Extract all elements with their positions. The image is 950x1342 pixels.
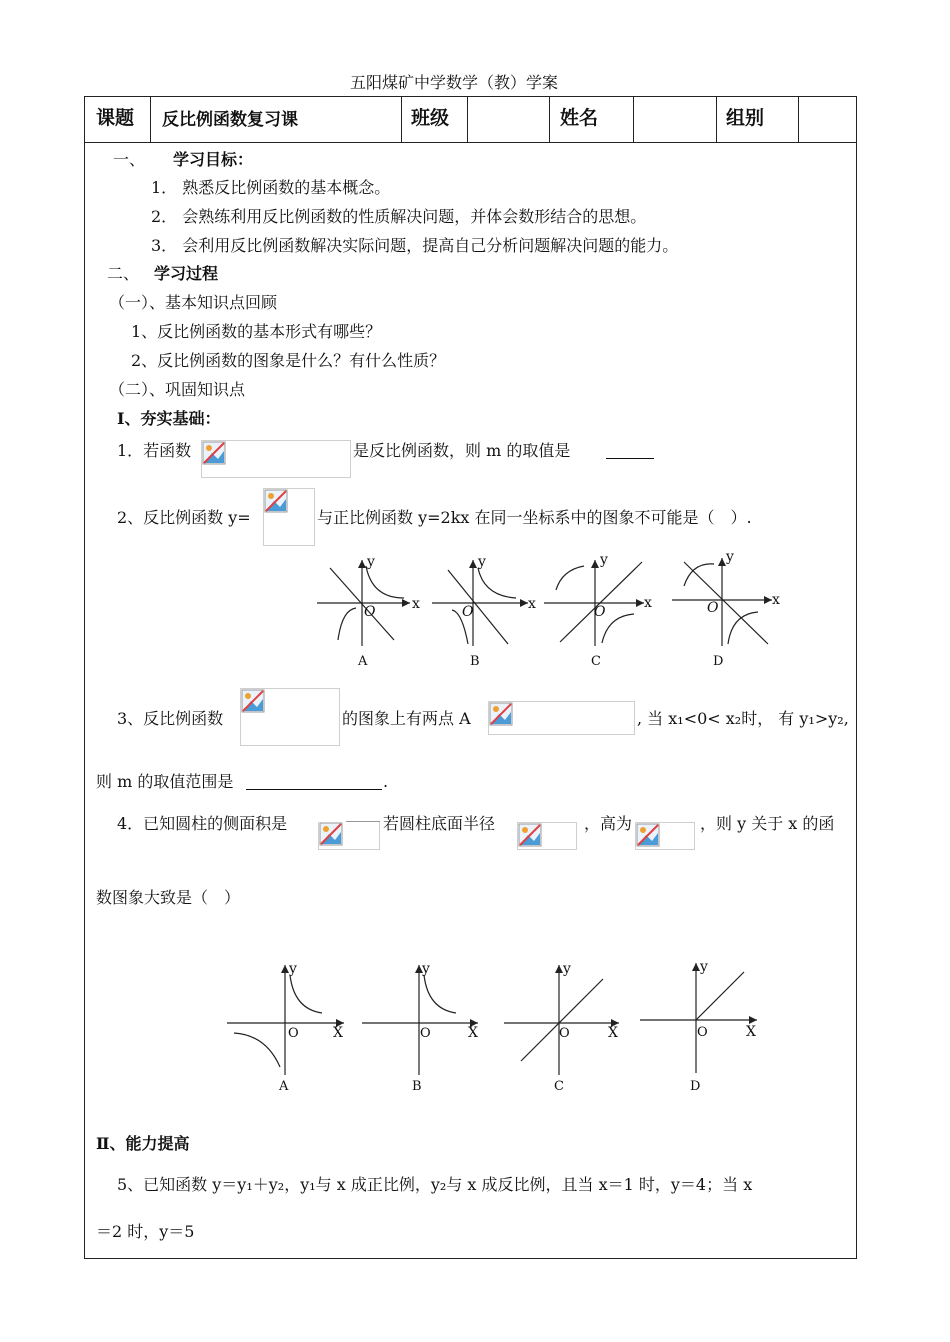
axis-x-label: x — [412, 596, 420, 612]
axis-x-label: x — [644, 595, 652, 611]
problem-3-period: . — [383, 772, 389, 791]
option-label: B — [470, 654, 480, 669]
option-label: D — [690, 1079, 701, 1094]
axis-y-label: y — [726, 549, 734, 565]
origin-label: O — [559, 1026, 570, 1041]
problem-3-start: 3、反比例函数 — [117, 709, 224, 728]
axis-x-label: X — [746, 1024, 756, 1040]
axis-x-label: x — [772, 592, 780, 608]
problem-4-question: 数图象大致是（ ） — [96, 888, 241, 907]
problem-4-radius: 若圆柱底面半径 — [383, 814, 496, 833]
problem-3-range: 则 m 的取值范围是 — [96, 772, 234, 791]
name-label: 姓名 — [560, 107, 599, 129]
problem-5-line-2: ＝2 时，y＝5 — [96, 1222, 195, 1241]
header-divider — [716, 96, 717, 143]
option-label: A — [279, 1079, 289, 1094]
objective-item: 1． 熟悉反比例函数的基本概念。 — [151, 178, 391, 197]
header-divider — [549, 96, 550, 143]
problem-1-start: 1．若函数 — [117, 441, 192, 460]
formula-image — [263, 488, 315, 546]
problem-4-start: 4．已知圆柱的侧面积是 — [117, 814, 288, 833]
broken-image-icon — [264, 489, 288, 513]
formula-image — [517, 822, 577, 850]
axis-y-label: y — [289, 961, 297, 977]
option-label: B — [412, 1079, 422, 1094]
graphs-q2 — [312, 548, 792, 673]
option-label: C — [554, 1079, 564, 1094]
topic-value: 反比例函数复习课 — [162, 110, 298, 130]
problem-4-tail: ，则 y 关于 x 的函 — [700, 814, 835, 833]
formula-image — [488, 701, 635, 735]
graphs-q4 — [222, 955, 772, 1095]
problem-3-mid: 的图象上有两点 A — [342, 709, 471, 728]
formula-image — [635, 822, 695, 850]
objectives-number: 一、 — [113, 150, 146, 169]
section-basic-review: （一）、基本知识点回顾 — [109, 293, 278, 312]
problem-1-end: 是反比例函数，则 m 的取值是 — [353, 441, 571, 460]
group-label: 组别 — [726, 107, 765, 129]
problem-5-line-1: 5、已知函数 y＝y₁＋y₂，y₁与 x 成正比例，y₂与 x 成反比例，且当 x＝1 时，y＝4；当 x — [117, 1175, 753, 1194]
broken-image-icon — [241, 689, 265, 713]
problem-2-end: 与正比例函数 y=2kx 在同一坐标系中的图象不可能是（ ）. — [317, 508, 752, 527]
broken-image-icon — [202, 441, 226, 465]
objective-item: 3． 会利用反比例函数解决实际问题，提高自己分析问题解决问题的能力。 — [151, 236, 679, 255]
origin-label: O — [462, 604, 474, 620]
origin-label: O — [288, 1026, 299, 1041]
axis-y-label: y — [422, 961, 430, 977]
axis-x-label: X — [333, 1025, 343, 1041]
question-1: 1、反比例函数的基本形式有哪些？ — [131, 322, 382, 341]
axis-x-label: X — [468, 1025, 478, 1041]
origin-label: O — [697, 1025, 708, 1040]
axis-y-label: y — [600, 552, 608, 568]
origin-label: O — [594, 604, 606, 620]
answer-blank[interactable] — [606, 458, 654, 459]
problem-4-height: ，高为 — [584, 814, 633, 833]
header-divider — [150, 96, 151, 143]
answer-blank[interactable] — [246, 789, 382, 790]
axis-y-label: y — [478, 554, 486, 570]
problem-3-cond: , 当 x₁<0< x₂时， 有 y₁>y₂, — [637, 709, 849, 728]
axis-y-label: y — [367, 554, 375, 570]
origin-label: O — [420, 1026, 431, 1041]
section-consolidate: （二）、巩固知识点 — [109, 380, 246, 399]
problem-2-start: 2、反比例函数 y= — [117, 508, 251, 527]
formula-image — [240, 688, 340, 746]
broken-image-icon — [489, 702, 513, 726]
formula-image — [201, 440, 351, 478]
process-number: 二、 — [107, 264, 140, 283]
objectives-heading: 学习目标： — [173, 150, 254, 169]
axis-y-label: y — [700, 959, 708, 975]
axis-x-label: X — [608, 1025, 618, 1041]
origin-label: O — [364, 604, 376, 620]
part-1-heading: Ⅰ、夯实基础： — [117, 409, 221, 428]
formula-image — [318, 822, 380, 850]
broken-image-icon — [636, 823, 660, 847]
objective-item: 2． 会熟练利用反比例函数的性质解决问题，并体会数形结合的思想。 — [151, 207, 647, 226]
fraction-line — [346, 821, 380, 822]
broken-image-icon — [518, 823, 542, 847]
topic-label: 课题 — [96, 107, 135, 129]
axis-x-label: x — [528, 596, 536, 612]
broken-image-icon — [319, 822, 343, 846]
axis-y-label: y — [563, 961, 571, 977]
header-divider — [467, 96, 468, 143]
header-divider — [798, 96, 799, 143]
option-label: A — [358, 654, 368, 669]
header-divider — [401, 96, 402, 143]
option-label: D — [713, 654, 724, 669]
origin-label: O — [707, 600, 719, 616]
header-divider — [633, 96, 634, 143]
class-label: 班级 — [411, 107, 450, 129]
process-heading: 学习过程 — [154, 264, 219, 283]
page-title: 五阳煤矿中学数学（教）学案 — [350, 73, 559, 92]
part-2-heading: Ⅱ、能力提高 — [96, 1134, 190, 1153]
question-2: 2、反比例函数的图象是什么？有什么性质？ — [131, 351, 446, 370]
option-label: C — [591, 654, 601, 669]
